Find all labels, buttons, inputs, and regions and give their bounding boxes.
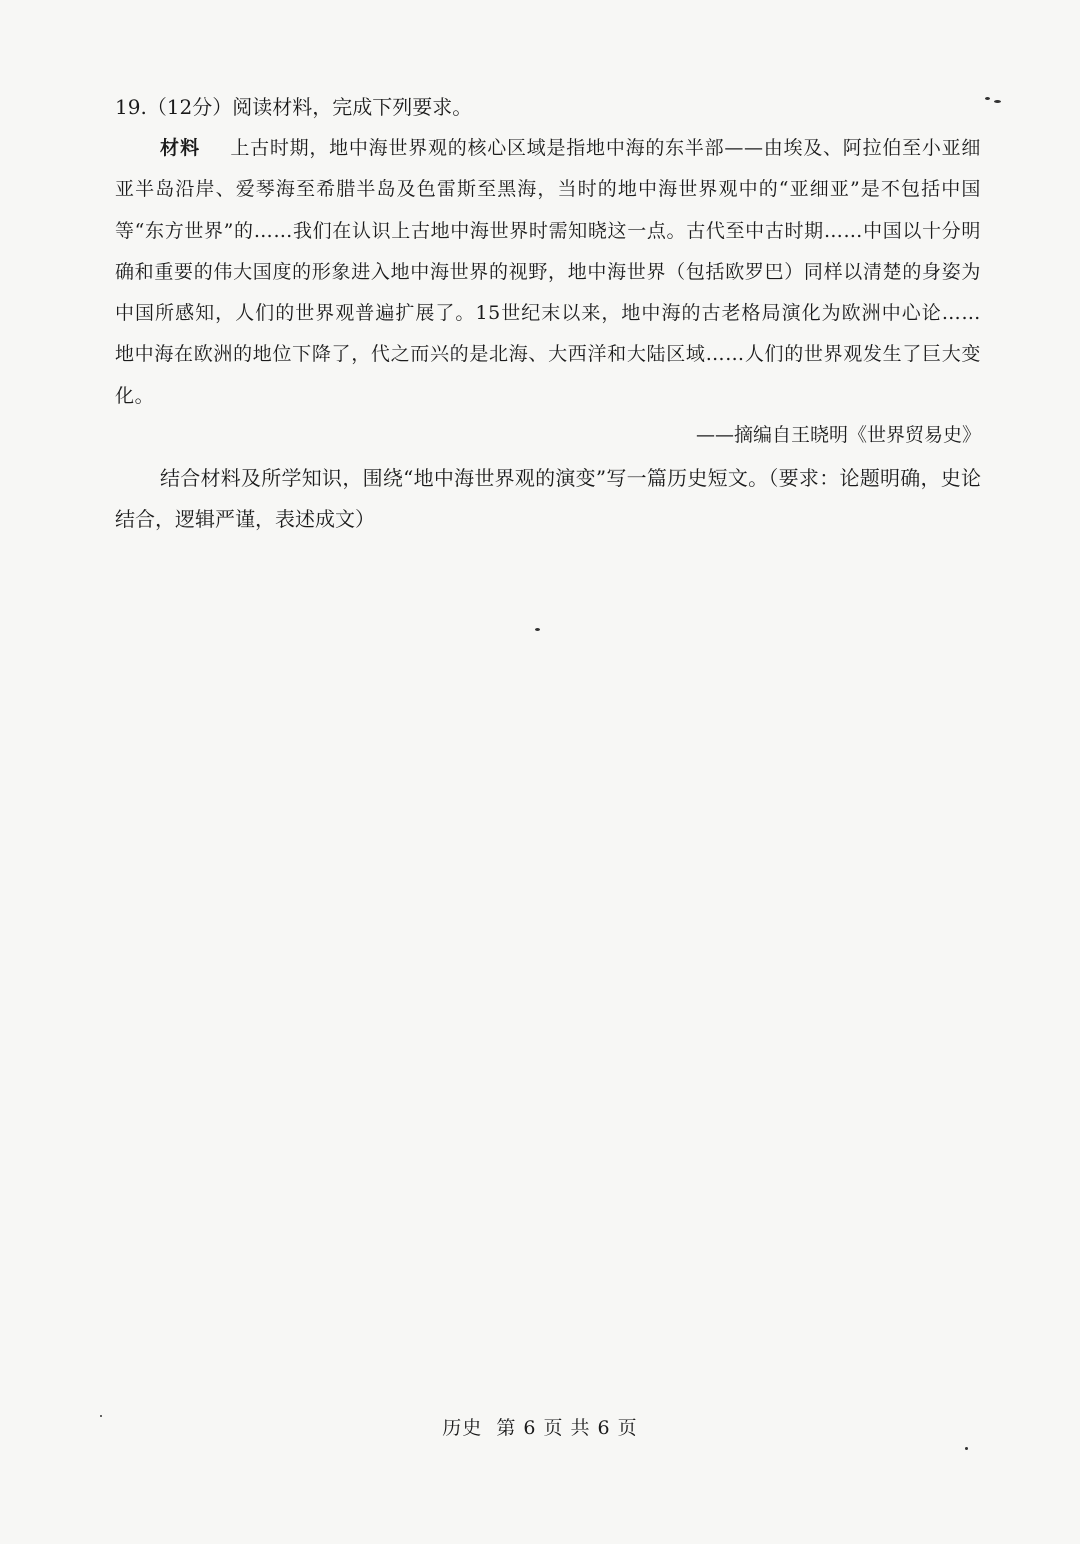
scan-speck — [965, 1447, 968, 1450]
question-header — [115, 92, 981, 122]
footer-subject: 历史 — [442, 1417, 483, 1439]
scan-speck — [100, 1415, 102, 1417]
scan-speck — [994, 100, 1001, 103]
scan-speck — [985, 97, 990, 100]
material-source: ——摘编自王晓明《世界贸易史》 — [695, 424, 981, 446]
page-footer — [0, 1413, 1080, 1440]
question-number: 19. — [115, 95, 147, 119]
scan-speck — [535, 628, 540, 631]
material-label: 材料 — [160, 137, 201, 159]
material-paragraph — [115, 128, 981, 417]
question-instruction: 阅读材料，完成下列要求。 — [232, 95, 473, 119]
question-score: （12分） — [146, 95, 233, 119]
material-text: 上古时期，地中海世界观的核心区域是指地中海的东半部——由埃及、阿拉伯至小亚细亚半岛沿岸、爱琴海至希腊半岛及色雷斯至黑海，当时的地中海世界观中的“亚细亚”是不包括中国等“东方世界”的……我们在认识上古地中海世界时需知晓这一点。古代至中古时期……中国以十分明确和重要的伟大国度的形象进入地中海世界的视野，地中海世界（包括欧罗巴）同样以清楚的身姿为中国所感知，人们的世界观普遍扩展了。15世纪末以来，地中海的古老格局演化为欧洲中心论……地中海在欧洲的地位下降了，代之而兴的是北海、大西洋和大陆区域……人们的世界观发生了巨大变化。 — [115, 137, 981, 407]
task-prompt: 结合材料及所学知识，围绕“地中海世界观的演变”写一篇历史短文。（要求：论题明确，史论结合，逻辑严谨，表述成文） — [115, 466, 981, 531]
footer-page-info: 第 6 页 共 6 页 — [496, 1417, 638, 1439]
